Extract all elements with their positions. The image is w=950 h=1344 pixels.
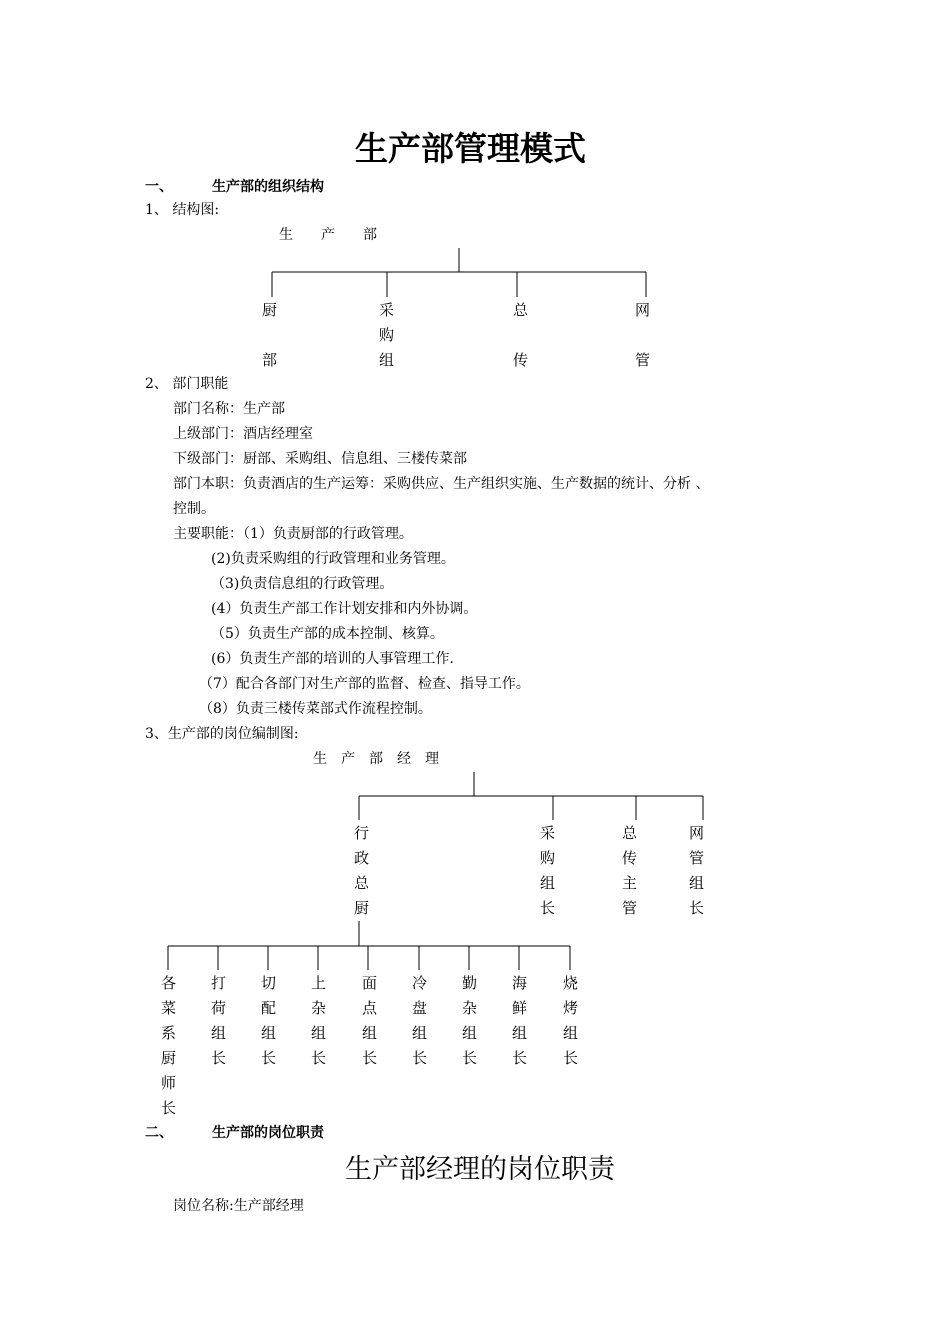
- org2-node-cuisine-head-chef: 各 菜 系 厨 师 长: [161, 974, 177, 1117]
- dept-name: 部门名称：生产部: [173, 401, 285, 417]
- item1-label: 1、 结构图:: [145, 202, 220, 218]
- function-item: （5）负责生产部的成本控制、核算。: [211, 626, 444, 642]
- function-item: (2)负责采购组的行政管理和业务管理。: [211, 551, 455, 567]
- function-item: （7）配合各部门对生产部的监督、检查、指导工作。: [199, 676, 530, 692]
- org2-node-cutting-lead: 切 配 组 长: [261, 974, 277, 1067]
- org1-node-network: 网 管: [635, 301, 651, 369]
- function-item: (4）负责生产部工作计划安排和内外协调。: [211, 601, 478, 617]
- org2-node-seafood-lead: 海 鲜 组 长: [512, 974, 528, 1067]
- org2-node-utility-lead: 勤 杂 组 长: [462, 974, 478, 1067]
- section2-heading: 生产部的岗位职责: [212, 1125, 324, 1141]
- subtitle: 生产部经理的岗位职责: [345, 1154, 615, 1185]
- section2-number: 二、: [145, 1125, 173, 1141]
- org2-node-cold-dish-lead: 冷 盘 组 长: [412, 974, 428, 1067]
- function-item: （8）负责三楼传菜部式作流程控制。: [199, 701, 432, 717]
- position-name: 岗位名称:生产部经理: [173, 1198, 304, 1214]
- org1-root: 生 产 部: [279, 227, 377, 243]
- function-item: （3)负责信息组的行政管理。: [211, 576, 394, 592]
- org1-node-kitchen: 厨 部: [262, 301, 278, 369]
- org2-node-pastry-lead: 面 点 组 长: [362, 974, 378, 1067]
- dept-duty-line1: 部门本职：负责酒店的生产运筹：采购供应、生产组织实施、生产数据的统计、分析 、: [173, 476, 710, 492]
- dept-subordinates: 下级部门：厨部、采购组、信息组、三楼传菜部: [173, 451, 467, 467]
- org2-node-dahe-lead: 打 荷 组 长: [211, 974, 227, 1067]
- org2-node-prep-lead: 上 杂 组 长: [311, 974, 327, 1067]
- org2-node-executive-chef: 行 政 总 厨: [354, 824, 370, 917]
- org2-node-dispatch-supervisor: 总 传 主 管: [622, 824, 638, 917]
- org2-node-network-lead: 网 管 组 长: [689, 824, 705, 917]
- org2-node-purchasing-lead: 采 购 组 长: [540, 824, 556, 917]
- section1-number: 一、: [145, 179, 173, 195]
- org2-node-bbq-lead: 烧 烤 组 长: [563, 974, 579, 1067]
- dept-main-functions-label: 主要职能：（1）负责厨部的行政管理。: [173, 526, 413, 542]
- org2-root: 生 产 部 经 理: [313, 751, 439, 767]
- dept-duty-line2: 控制。: [173, 501, 215, 517]
- section1-heading: 生产部的组织结构: [212, 179, 324, 195]
- dept-superior: 上级部门：酒店经理室: [173, 426, 313, 442]
- org1-node-dispatch: 总 传: [513, 301, 529, 369]
- org1-node-purchasing: 采 购 组: [379, 301, 395, 369]
- item2-label: 2、 部门职能: [145, 376, 229, 392]
- page-title: 生产部管理模式: [355, 129, 586, 168]
- item3-label: 3、生产部的岗位编制图:: [145, 726, 299, 742]
- function-item: (6）负责生产部的培训的人事管理工作.: [211, 651, 454, 667]
